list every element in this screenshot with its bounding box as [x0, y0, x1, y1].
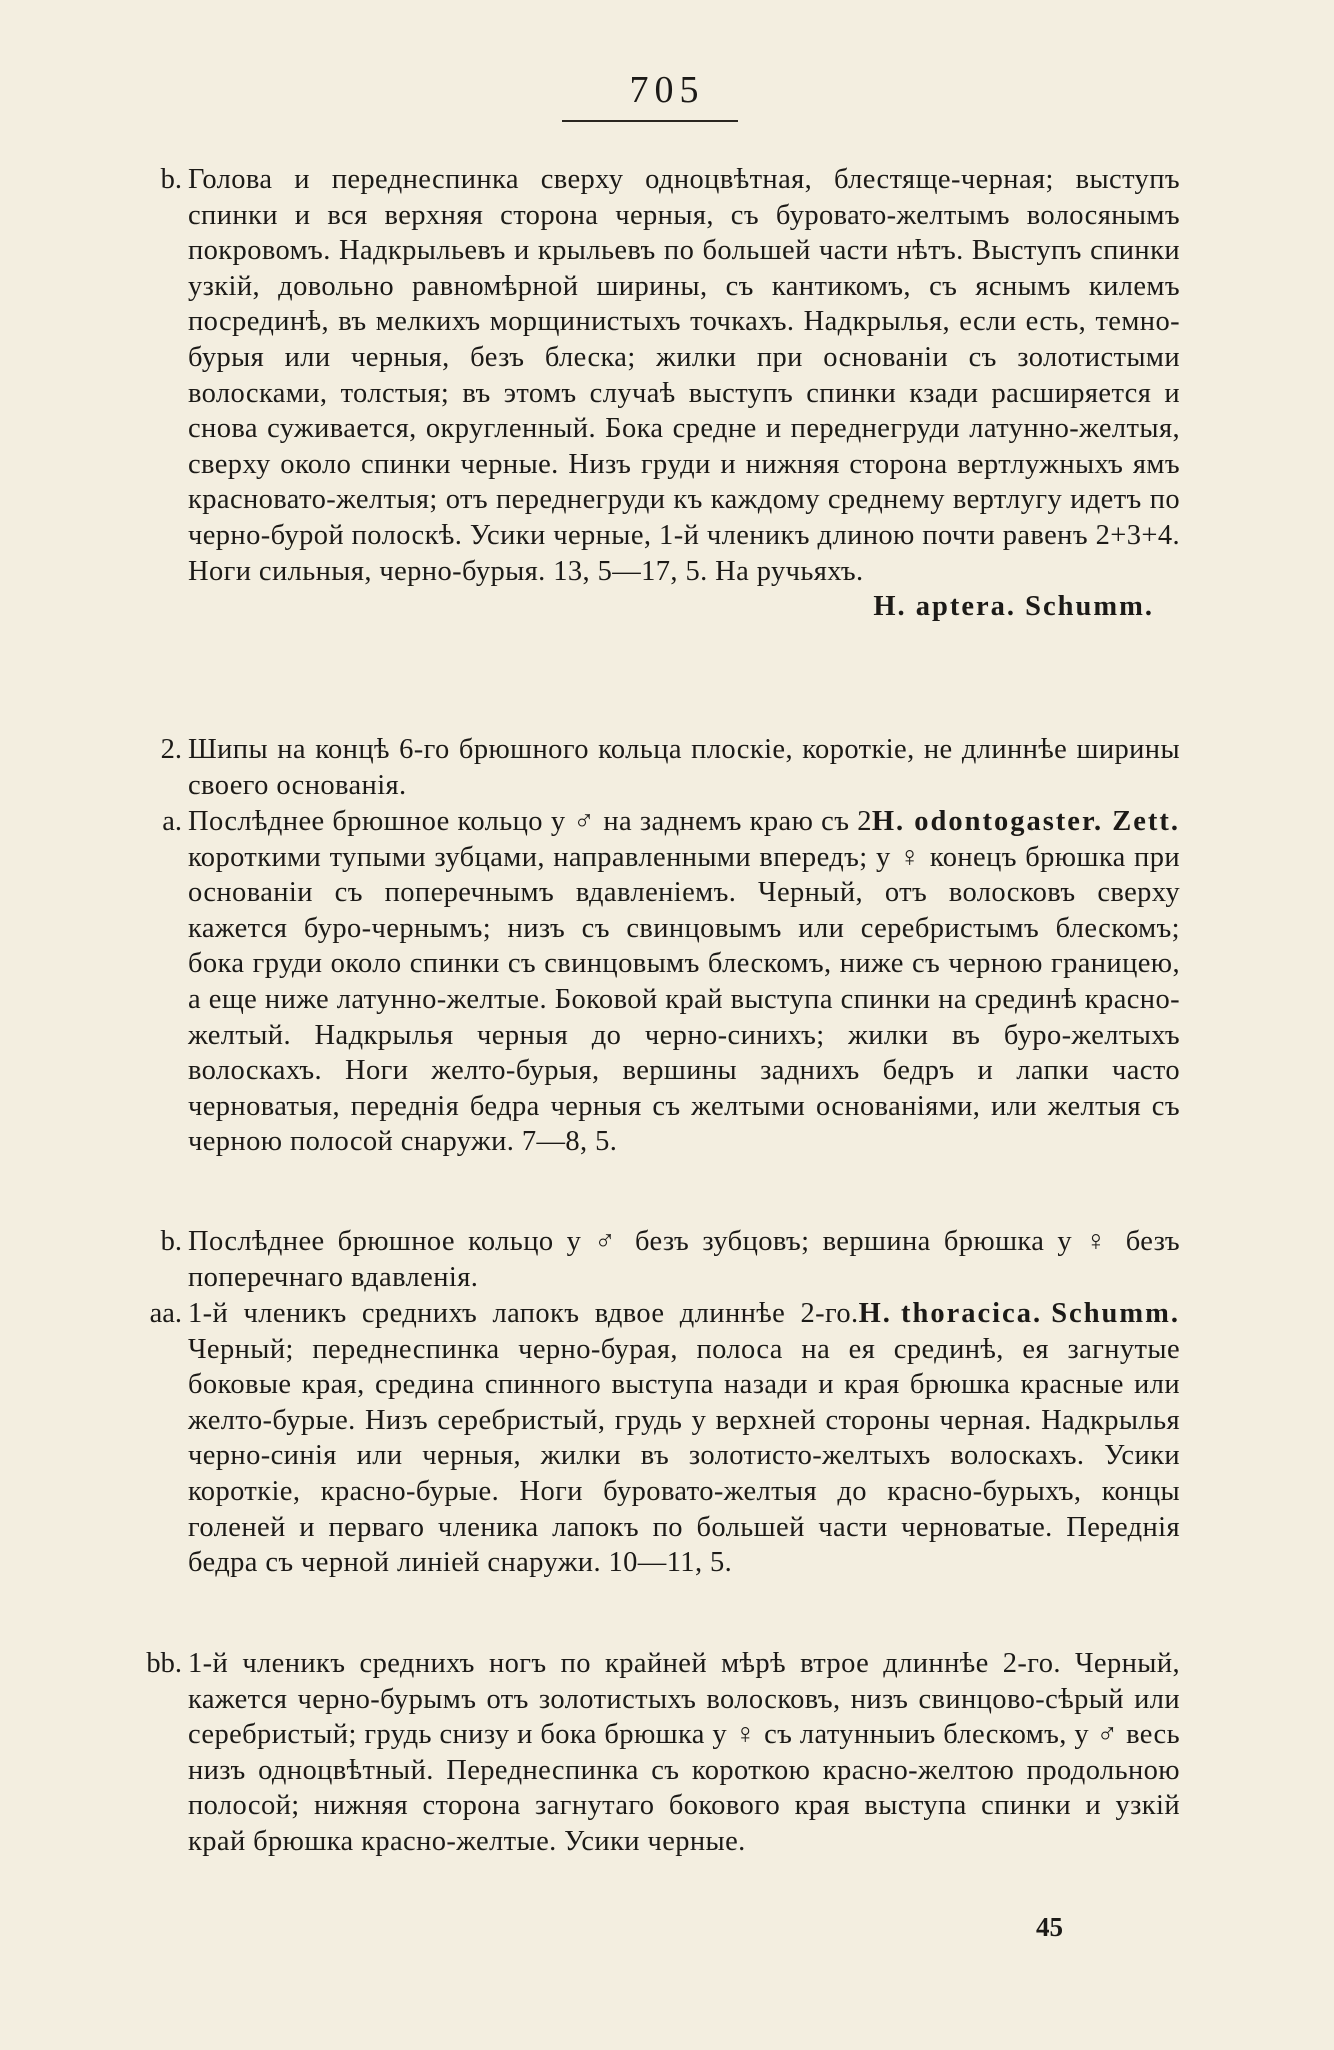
entry-label: bb.: [146, 1648, 182, 1679]
species-name: H. odontogaster. Zett.: [871, 806, 1180, 837]
key-entry-b2: [188, 1224, 1180, 1295]
entry-label: b.: [160, 164, 182, 195]
entry-text: Послѣднее брюшное кольцо у ♂ на заднемъ краю съ 2 короткими тупыми зубцами, направленными впередъ; у ♀ конецъ брюшка при основаніи съ поперечнымъ вдавленіемъ. Черный, отъ волосковъ сверху кажется буро-чернымъ; низъ съ свинцовымъ или серебристымъ блескомъ; бока груди около спинки съ свинцовымъ блескомъ, ниже съ черною границею, а еще ниже латунно-желтые. Боковой край выступа спинки на срединѣ красно-желтый. Надкрылья черныя до черно-синихъ; жилки въ буро-желтыхъ волоскахъ. Ноги желто-бурыя, вершины заднихъ бедръ и лапки часто черноватыя, переднія бедра черныя съ желтыми основаніями, или желтыя съ черною полосой снаружи. 7—8, 5.: [188, 806, 1180, 1158]
printer-signature: 45: [1036, 1912, 1063, 1942]
species-name: H. aptera. Schumm.: [873, 591, 1154, 623]
entry-text: Голова и переднеспинка сверху одноцвѣтная, блестяще-черная; выступъ спинки и вся верхняя сторона черныя, съ буровато-желтымъ волосянымъ покровомъ. Надкрыльевъ и крыльевъ по большей части нѣтъ. Выступъ спинки узкій, довольно равномѣрной ширины, съ кантикомъ, съ яснымъ килемъ посрединѣ, въ мелкихъ морщинистыхъ точкахъ. Надкрылья, если есть, темно-бурыя или черныя, безъ блеска; жилки при основаніи съ золотистыми волосками, толстыя; въ этомъ случаѣ выступъ спинки кзади расширяется и снова суживается, округленный. Бока средне и переднегруди латунно-желтыя, сверху около спинки черные. Низъ груди и нижняя сторона вертлужныхъ ямъ красновато-желтыя; отъ переднегруди къ каждому среднему вертлугу идетъ по черно-бурой полоскѣ. Усики черные, 1-й членикъ длиною почти равенъ 2+3+4. Ноги сильныя, черно-бурыя. 13, 5—17, 5. На ручьяхъ.: [188, 164, 1180, 587]
header-rule: [562, 120, 738, 122]
entry-label: b.: [160, 1226, 182, 1257]
entry-label: a.: [162, 806, 182, 837]
entry-label: 2.: [160, 734, 182, 765]
species-name: H. thoracica. Schumm.: [858, 1298, 1180, 1329]
key-entry-b: [188, 162, 1180, 625]
key-entry-2: [188, 732, 1180, 803]
entry-text: 1-й членикъ среднихъ лапокъ вдвое длиннѣе 2-го. Черный; переднеспинка черно-бурая, полоса на ея срединѣ, ея загнутые боковые края, средина спинного выступа назади и края брюшка красные или желто-бурые. Низъ серебристый, грудь у верхней стороны черная. Надкрылья черно-синія или черныя, жилки въ золотисто-желтыхъ волоскахъ. Усики короткіе, красно-бурые. Ноги буровато-желтыя до красно-бурыхъ, концы голеней и перваго членика лапокъ по большей части черноватые. Переднія бедра съ черной линіей снаружи. 10—11, 5.: [188, 1298, 1180, 1579]
page-number: 705: [629, 69, 705, 111]
entry-text: 1-й членикъ среднихъ ногъ по крайней мѣрѣ втрое длиннѣе 2-го. Черный, кажется черно-бурымъ отъ золотистыхъ волосковъ, низъ свинцово-сѣрый или серебристый; грудь снизу и бока брюшка у ♀ съ латунныиъ блескомъ, у ♂ весь низъ одноцвѣтный. Переднеспинка съ короткою красно-желтою продольною полосой; нижняя сторона загнутаго бокового края выступа спинки и узкій край брюшка красно-желтые. Усики черные.: [188, 1648, 1180, 1857]
key-entry-a: [188, 804, 1180, 1160]
key-entry-bb: [188, 1646, 1180, 1860]
entry-label: aa.: [149, 1298, 182, 1329]
entry-text: Послѣднее брюшное кольцо у ♂ безъ зубцовъ; вершина брюшка у ♀ безъ поперечнаго вдавленія.: [188, 1226, 1180, 1293]
key-entry-aa: [188, 1296, 1180, 1581]
entry-text: Шипы на концѣ 6-го брюшного кольца плоскіе, короткіе, не длиннѣе ширины своего основанія.: [188, 734, 1180, 801]
